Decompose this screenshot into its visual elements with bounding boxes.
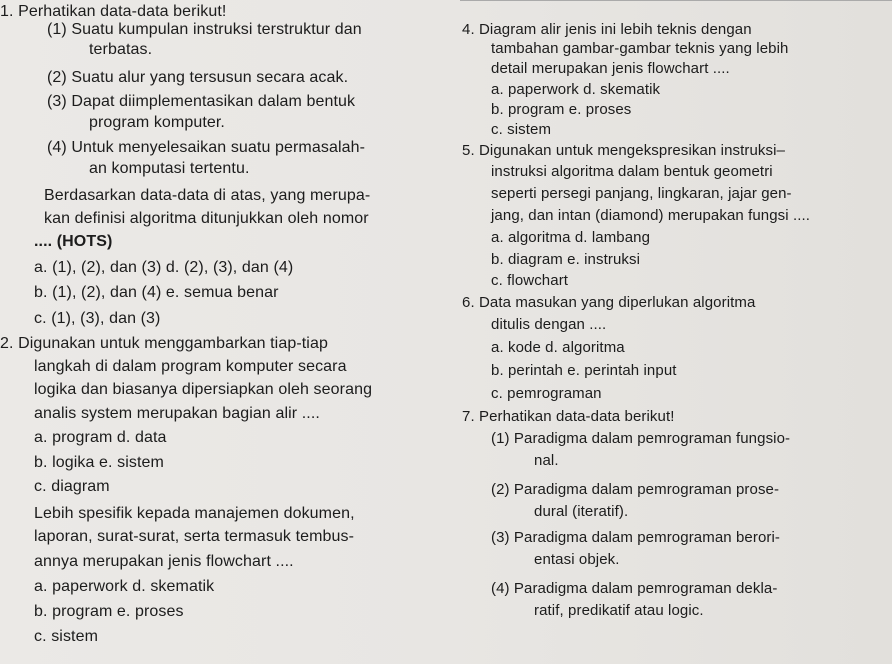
right-text-line: entasi objek.	[534, 551, 620, 568]
left-text-line: (4) Untuk menyelesaikan suatu permasalah-	[47, 139, 366, 156]
left-text-line: .... (HOTS)	[34, 233, 113, 250]
right-text-line: (2) Paradigma dalam pemrograman prose-	[491, 481, 780, 498]
right-text-line: jang, dan intan (diamond) merupakan fungsi ....	[491, 207, 811, 224]
page-edge-line	[460, 0, 892, 2]
right-text-line: instruksi algoritma dalam bentuk geometri	[491, 163, 773, 180]
right-text-line: nal.	[534, 452, 559, 469]
left-text-line: laporan, surat-surat, serta termasuk tembus-	[34, 528, 355, 545]
left-text-line: c. diagram	[34, 478, 110, 495]
right-text-line: detail merupakan jenis flowchart ....	[491, 60, 730, 77]
left-text-line: an komputasi tertentu.	[89, 160, 250, 177]
right-text-line: a. kode d. algoritma	[491, 339, 625, 356]
left-text-line: a. paperwork d. skematik	[34, 578, 215, 595]
left-text-line: analis system merupakan bagian alir ....	[34, 405, 320, 422]
right-text-line: b. diagram e. instruksi	[491, 251, 641, 268]
right-text-line: 5. Digunakan untuk mengekspresikan instruksi–	[462, 142, 786, 159]
right-text-line: 4. Diagram alir jenis ini lebih teknis dengan	[462, 21, 752, 38]
left-text-line: a. (1), (2), dan (3) d. (2), (3), dan (4)	[34, 259, 294, 276]
left-text-line: (3) Dapat diimplementasikan dalam bentuk	[47, 93, 356, 110]
right-text-line: ditulis dengan ....	[491, 316, 607, 333]
right-text-line: a. paperwork d. skematik	[491, 81, 661, 98]
left-text-line: b. (1), (2), dan (4) e. semua benar	[34, 284, 279, 301]
left-text-line: langkah di dalam program komputer secara	[34, 358, 347, 375]
right-text-line: c. flowchart	[491, 272, 569, 289]
left-text-line: b. program e. proses	[34, 603, 184, 620]
left-text-line: Berdasarkan data-data di atas, yang merupa-	[44, 187, 371, 204]
right-text-line: (3) Paradigma dalam pemrograman berori-	[491, 529, 781, 546]
right-text-line: 6. Data masukan yang diperlukan algoritma	[462, 294, 756, 311]
left-text-line: program komputer.	[89, 114, 225, 131]
left-text-line: (2) Suatu alur yang tersusun secara acak.	[47, 69, 349, 86]
left-text-line: b. logika e. sistem	[34, 454, 164, 471]
right-text-line: dural (iteratif).	[534, 503, 629, 520]
right-text-line: 7. Perhatikan data-data berikut!	[462, 408, 675, 425]
right-text-line: (4) Paradigma dalam pemrograman dekla-	[491, 580, 778, 597]
left-text-line: 1. Perhatikan data-data berikut!	[0, 3, 227, 20]
right-text-line: b. perintah e. perintah input	[491, 362, 677, 379]
right-text-line: c. sistem	[491, 121, 552, 138]
left-text-line: a. program d. data	[34, 429, 167, 446]
left-text-line: c. sistem	[34, 628, 99, 645]
right-text-line: tambahan gambar-gambar teknis yang lebih	[491, 40, 789, 57]
right-text-line: b. program e. proses	[491, 101, 632, 118]
left-text-line: logika dan biasanya dipersiapkan oleh seorang	[34, 381, 373, 398]
left-text-line: kan definisi algoritma ditunjukkan oleh nomor	[44, 210, 369, 227]
left-text-line: (1) Suatu kumpulan instruksi terstruktur dan	[47, 21, 362, 38]
right-text-line: ratif, predikatif atau logic.	[534, 602, 704, 619]
left-text-line: Lebih spesifik kepada manajemen dokumen,	[34, 505, 355, 522]
right-text-line: a. algoritma d. lambang	[491, 229, 651, 246]
left-text-line: annya merupakan jenis flowchart ....	[34, 553, 294, 570]
left-text-line: 2. Digunakan untuk menggambarkan tiap-tiap	[0, 335, 328, 352]
right-text-line: (1) Paradigma dalam pemrograman fungsio-	[491, 430, 791, 447]
right-text-line: seperti persegi panjang, lingkaran, jajar gen-	[491, 185, 792, 202]
left-text-line: c. (1), (3), dan (3)	[34, 310, 161, 327]
left-text-line: terbatas.	[89, 41, 153, 58]
right-text-line: c. pemrograman	[491, 385, 602, 402]
